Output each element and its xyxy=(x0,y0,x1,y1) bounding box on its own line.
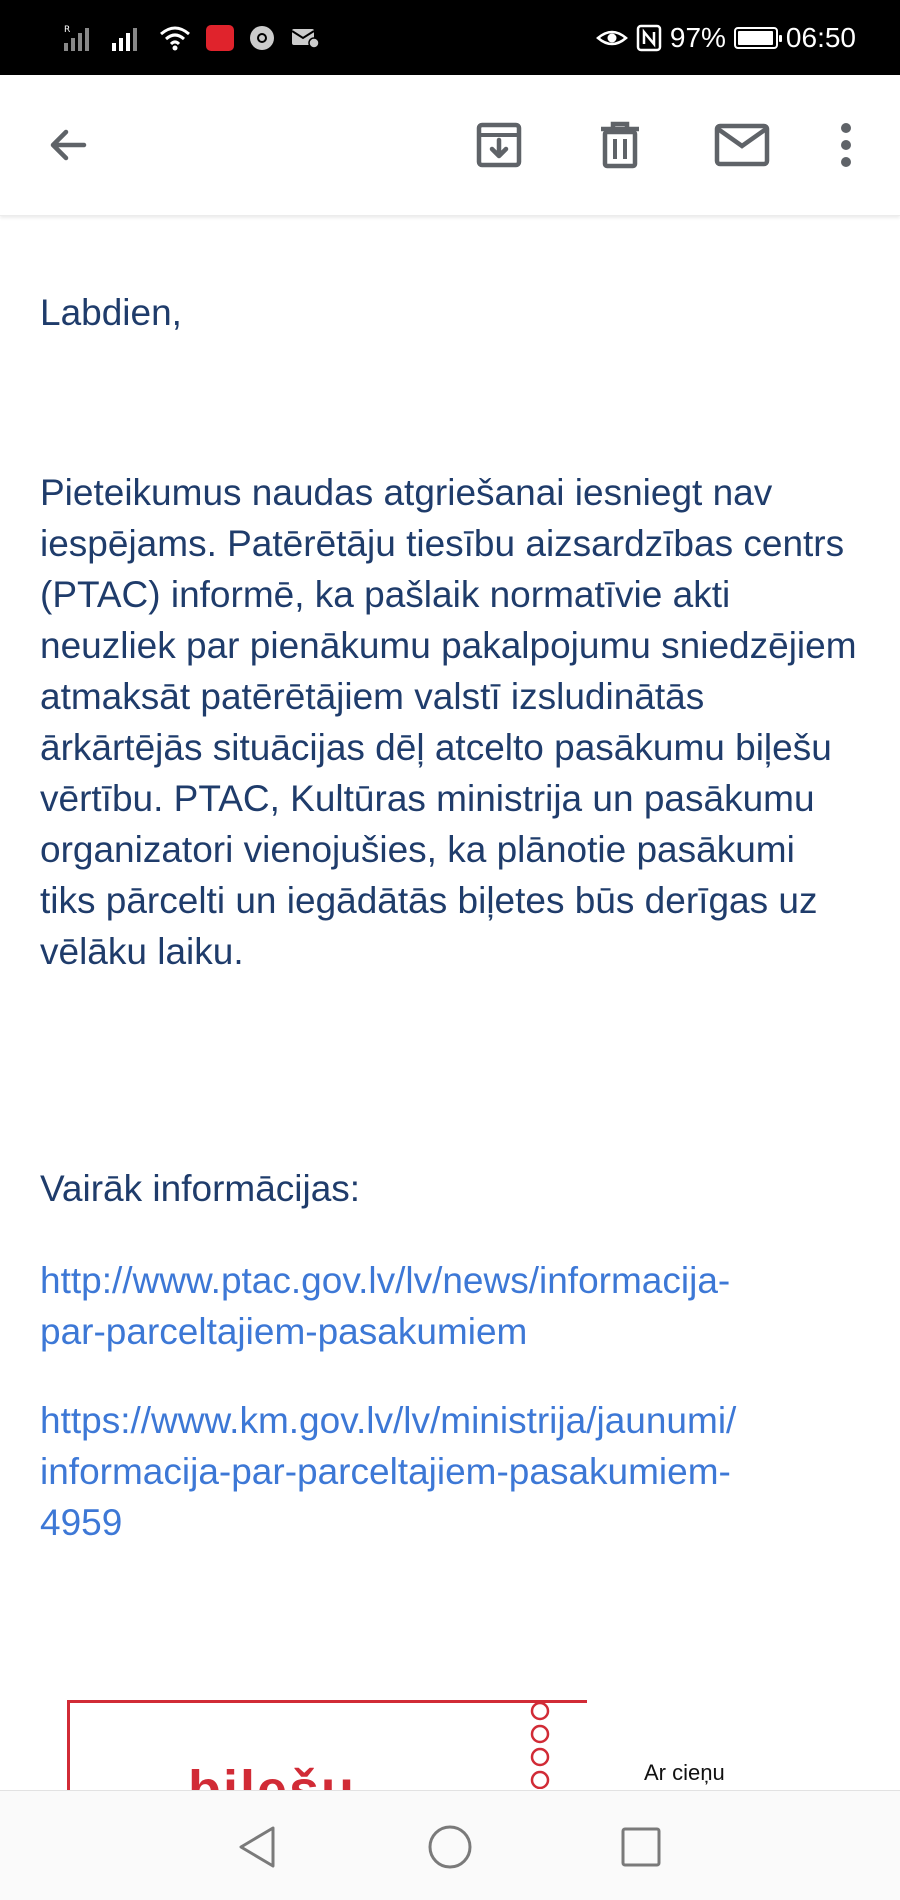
arrow-left-icon xyxy=(44,121,92,169)
more-options-button[interactable] xyxy=(816,115,876,175)
nav-back-button[interactable] xyxy=(229,1819,285,1875)
status-right-icons xyxy=(596,18,856,58)
km-link-line1: https://www.km.gov.lv/lv/ministrija/jaunumi/ xyxy=(40,1400,737,1441)
ptac-link-line2: par-parceltajiem-pasakumiem xyxy=(40,1311,528,1352)
status-bar xyxy=(0,0,900,75)
ptac-link-line1: http://www.ptac.gov.lv/lv/news/informacija- xyxy=(40,1260,731,1301)
email-toolbar xyxy=(0,75,900,216)
email-paragraph: Pieteikumus naudas atgriešanai iesniegt nav iespējams. Patērētāju tiesību aizsardzības centrs (PTAC) informē, ka pašlaik normatīvie akti neuzliek par pienākumu pakalpojumu sniedzējiem atmaksāt patērētājiem valstī izsludinātās ārkārtējās situācijas dēļ atcelto pasākumu biļešu vērtību. PTAC, Kultūras ministrija un pasākumu organizatori vienojušies, ka plānotie pasākumi tiks pārcelti un iegādātās biļetes būs derīgas uz vēlāku laiku. xyxy=(40,472,857,972)
nav-home-button[interactable] xyxy=(422,1819,478,1875)
status-left-icons xyxy=(62,18,320,58)
back-button[interactable] xyxy=(38,115,98,175)
greeting-text: Labdien, xyxy=(40,292,182,333)
signature-logo-image xyxy=(67,1700,587,1790)
clock: 06:50 xyxy=(785,22,856,53)
more-info-label: Vairāk informācijas: xyxy=(40,1168,361,1209)
signature-closing: Ar cieņu xyxy=(644,1760,725,1785)
nav-recents-square-icon xyxy=(620,1826,662,1868)
archive-button[interactable] xyxy=(469,115,529,175)
huawei-app-icon xyxy=(206,25,234,51)
trash-icon xyxy=(597,120,643,170)
battery-level-fill xyxy=(738,31,773,45)
system-nav-bar xyxy=(0,1790,900,1900)
nav-home-circle-icon xyxy=(427,1824,473,1870)
more-vert-icon xyxy=(836,122,856,168)
nav-back-triangle-icon xyxy=(235,1824,279,1870)
wifi-icon xyxy=(158,24,192,52)
ticket-perforation-icon xyxy=(525,1699,555,1789)
km-link-line3: 4959 xyxy=(40,1502,123,1543)
mail-icon xyxy=(714,123,770,167)
signal-roaming-icon xyxy=(62,23,96,53)
svg-text:R: R xyxy=(64,25,71,35)
nav-recents-button[interactable] xyxy=(613,1819,669,1875)
battery-icon xyxy=(734,27,778,49)
ptac-link[interactable] xyxy=(40,1255,860,1357)
delete-button[interactable] xyxy=(590,115,650,175)
eye-comfort-icon xyxy=(596,26,628,50)
mark-unread-button[interactable] xyxy=(712,115,772,175)
signal-icon xyxy=(110,23,144,53)
archive-icon xyxy=(474,120,524,170)
km-link[interactable] xyxy=(40,1395,860,1548)
chrome-icon xyxy=(248,24,276,52)
battery-percent: 97% xyxy=(669,22,726,53)
mail-notification-icon xyxy=(290,25,320,51)
nfc-icon xyxy=(636,24,662,52)
km-link-line2: informacija-par-parceltajiem-pasakumiem- xyxy=(40,1451,731,1492)
